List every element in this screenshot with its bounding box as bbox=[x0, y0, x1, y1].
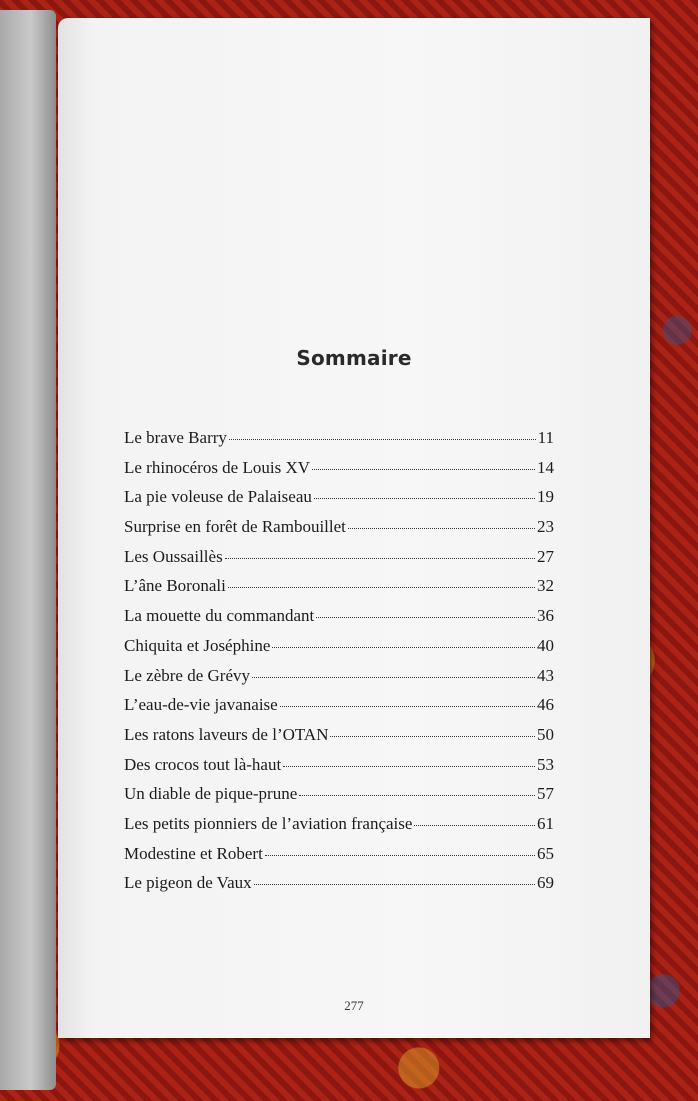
toc-entry bbox=[124, 606, 554, 636]
toc-leader-dots bbox=[265, 855, 535, 856]
toc-entry-title: Le rhinocéros de Louis XV bbox=[124, 457, 311, 477]
toc-entry-page: 11 bbox=[537, 428, 554, 447]
toc-entry-title: Des crocos tout là-haut bbox=[124, 754, 282, 774]
toc-entry-page: 14 bbox=[537, 457, 554, 477]
toc-entry-page: 53 bbox=[537, 754, 554, 774]
toc-entry-page: 32 bbox=[537, 576, 554, 596]
toc-entry-page: 57 bbox=[537, 784, 554, 804]
toc-leader-dots bbox=[254, 884, 535, 885]
toc-entry bbox=[124, 814, 554, 844]
toc-entry-title: Modestine et Robert bbox=[124, 843, 263, 863]
toc-leader-dots bbox=[229, 439, 536, 440]
page-title: Sommaire bbox=[296, 346, 412, 370]
toc-entry-page: 50 bbox=[537, 724, 554, 744]
page-number: 277 bbox=[344, 998, 364, 1013]
toc-leader-dots bbox=[316, 617, 535, 618]
toc-entry bbox=[124, 428, 554, 458]
toc-entry-title: Chiquita et Joséphine bbox=[124, 635, 271, 655]
toc-entry-page: 61 bbox=[537, 813, 554, 833]
toc-entry-page: 23 bbox=[537, 517, 554, 537]
toc-leader-dots bbox=[225, 558, 535, 559]
toc-entry bbox=[124, 695, 554, 725]
toc-entry-page: 36 bbox=[537, 606, 554, 626]
toc-entry-page: 65 bbox=[537, 843, 554, 863]
toc-entry-title: Surprise en forêt de Rambouillet bbox=[124, 517, 346, 537]
toc-entry bbox=[124, 725, 554, 755]
toc-entry-page: 43 bbox=[537, 665, 554, 685]
toc-entry bbox=[124, 458, 554, 488]
toc-entry-page: 19 bbox=[537, 487, 554, 507]
toc-leader-dots bbox=[330, 736, 535, 737]
toc-entry-title: Les ratons laveurs de l’OTAN bbox=[124, 724, 329, 744]
toc-entry bbox=[124, 755, 554, 785]
toc-entry bbox=[124, 873, 554, 903]
toc-entry bbox=[124, 844, 554, 874]
toc-entry-title: Le zèbre de Grévy bbox=[124, 665, 251, 685]
toc-entry bbox=[124, 666, 554, 696]
toc-entry-page: 46 bbox=[537, 695, 554, 715]
toc-entry-title: La pie voleuse de Palaiseau bbox=[124, 487, 312, 507]
toc-entry-title: Le brave Barry bbox=[124, 428, 227, 447]
toc-entry-page: 69 bbox=[537, 873, 554, 893]
toc-entry-title: L’âne Boronali bbox=[124, 576, 226, 596]
toc-leader-dots bbox=[283, 766, 535, 767]
toc-entry-title: Les petits pionniers de l’aviation française bbox=[124, 813, 413, 833]
toc-entry-title: Les Oussaillès bbox=[124, 546, 223, 566]
toc-entry bbox=[124, 784, 554, 814]
table-of-contents bbox=[124, 428, 554, 903]
toc-entry bbox=[124, 487, 554, 517]
book-page bbox=[58, 18, 650, 1038]
toc-entry bbox=[124, 517, 554, 547]
toc-entry-title: Le pigeon de Vaux bbox=[124, 873, 252, 893]
toc-entry-title: Un diable de pique-prune bbox=[124, 784, 298, 804]
toc-leader-dots bbox=[228, 587, 535, 588]
toc-entry bbox=[124, 576, 554, 606]
toc-entry-page: 40 bbox=[537, 635, 554, 655]
toc-entry bbox=[124, 547, 554, 577]
toc-leader-dots bbox=[252, 677, 535, 678]
toc-leader-dots bbox=[299, 795, 535, 796]
toc-entry-page: 27 bbox=[537, 546, 554, 566]
toc-leader-dots bbox=[280, 706, 535, 707]
toc-leader-dots bbox=[314, 498, 535, 499]
toc-leader-dots bbox=[348, 528, 535, 529]
toc-leader-dots bbox=[414, 825, 535, 826]
toc-entry-title: L’eau-de-vie javanaise bbox=[124, 695, 278, 715]
facing-page-edge bbox=[0, 10, 56, 1090]
toc-entry-title: La mouette du commandant bbox=[124, 606, 315, 626]
toc-entry bbox=[124, 636, 554, 666]
toc-leader-dots bbox=[312, 469, 535, 470]
toc-leader-dots bbox=[272, 647, 535, 648]
